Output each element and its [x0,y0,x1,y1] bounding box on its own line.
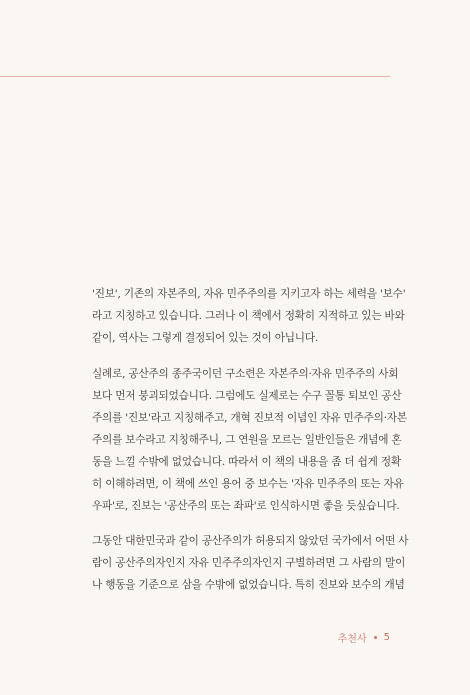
section-name: 추천사 [337,634,367,645]
paragraph-line: 주의를 보수라고 지칭해주니, 그 연원을 모르는 일반인들은 개념에 혼 [92,434,402,446]
paragraph-2 [92,363,407,517]
paragraph-line: 히 이해하려면, 이 책에 쓰인 용어 중 보수는 '자유 민주주의 또는 자유 [92,478,404,490]
paragraph-3 [92,530,409,596]
paragraph-line: 나 행동을 기준으로 삼을 수밖에 없었습니다. 특히 진보와 보수의 개념 [92,579,405,591]
paragraph-line: 람이 공산주의자인지 자유 민주주의자인지 구별하려면 그 사람의 말이 [92,557,406,569]
paragraph-line: 실례로, 공산주의 종주국이던 구소련은 자본주의·자유 민주주의 사회 [92,368,399,380]
paragraph-line: 우파'로, 진보는 '공산주의 또는 좌파'로 인식하시면 좋을 듯싶습니다. [92,500,400,512]
header-rule [0,76,390,77]
paragraph-line: 같이, 역사는 그렇게 결정되어 있는 것이 아닙니다. [92,332,319,344]
paragraph-line: 동을 느낄 수밖에 없었습니다. 따라서 이 책의 내용을 좀 더 쉽게 정확 [92,456,401,468]
paragraph-line: '진보', 기존의 자본주의, 자유 민주주의를 지키고자 하는 세력을 '보수' [92,288,406,300]
paragraph-line: 그동안 대한민국과 같이 공산주의가 허용되지 않았던 국가에서 어떤 사 [92,535,409,547]
page-number: 5 [383,632,390,643]
separator-dot-icon [374,636,377,639]
page-footer [338,630,390,645]
paragraph-1 [92,283,406,349]
paragraph-line: 보다 먼저 붕괴되었습니다. 그럼에도 실제로는 수구 꼴통 퇴보인 공산 [92,390,402,402]
paragraph-line: 주의를 '진보'라고 지칭해주고, 개혁 진보적 이념인 자유 민주주의·자본 [92,412,407,424]
paragraph-line: 라고 지칭하고 있습니다. 그러나 이 책에서 정확히 지적하고 있는 바와 [92,310,405,322]
